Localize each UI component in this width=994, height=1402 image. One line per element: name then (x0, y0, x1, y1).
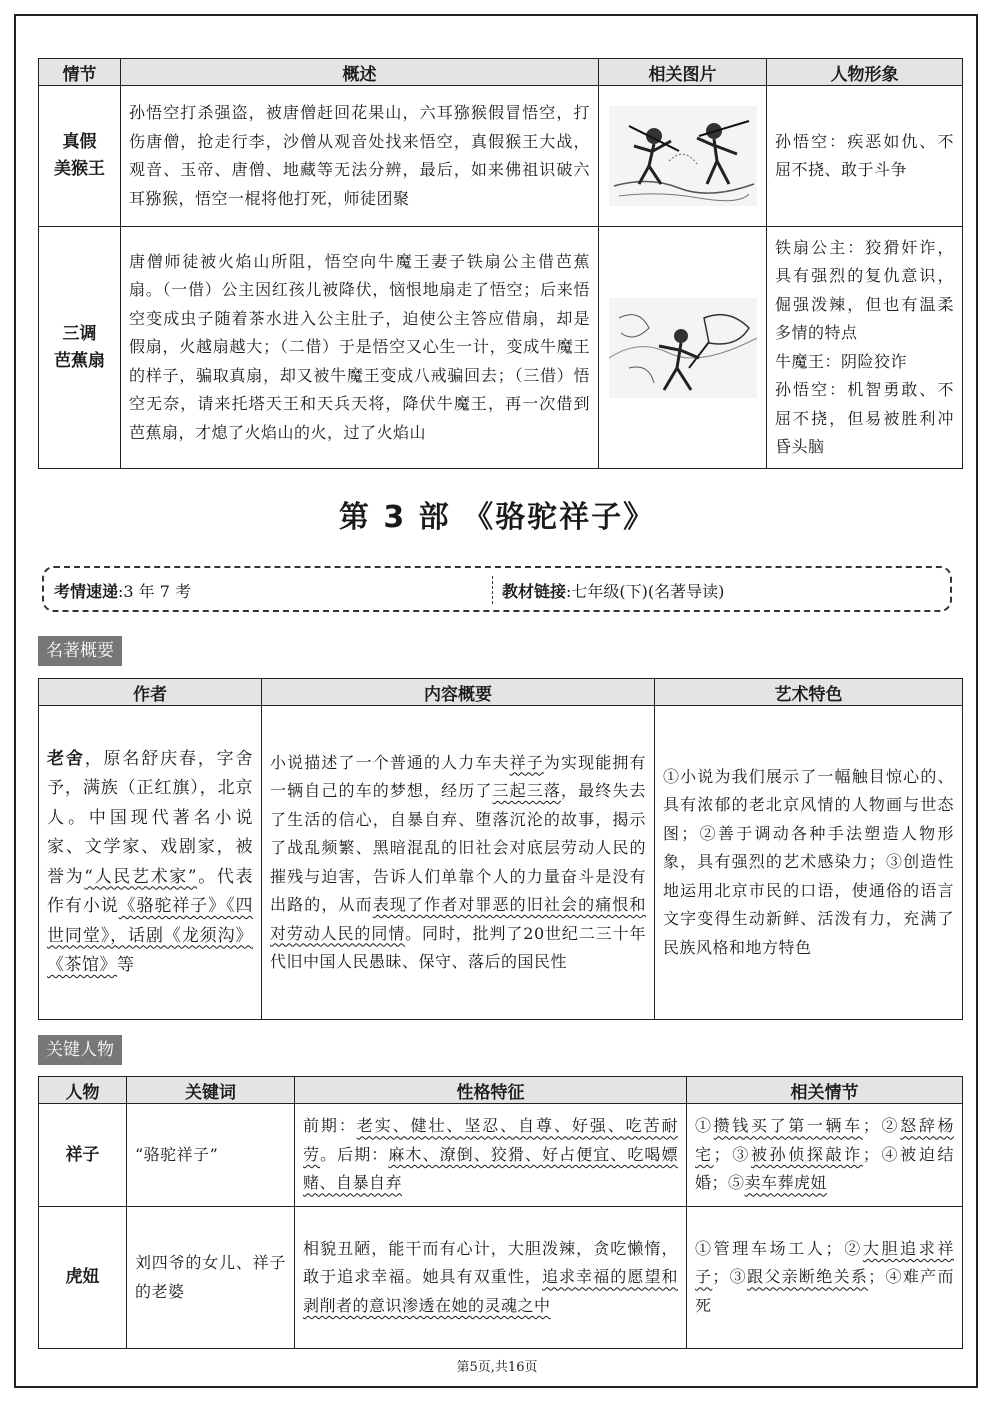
monkey-king-illustration (609, 106, 757, 206)
page-footer: 第5页,共16页 (456, 1360, 538, 1375)
exam-stats (54, 579, 191, 602)
plot-summary: 孙悟空打杀强盗，被唐僧赶回花果山，六耳猕猴假冒悟空，打伤唐僧，抢走行李，沙僧从观音处找来悟空，真假猴王大战，观音、玉帝、唐僧、地藏等无法分辨，最后，如来佛祖识破六耳猕猴，悟空一棍将他打死，师徒团聚 (121, 86, 599, 227)
character-keyword: 刘四爷的女儿、祥子的老婆 (127, 1207, 295, 1349)
plot-character: 孙悟空：疾恶如仇、不屈不挠、敢于斗争 (767, 86, 963, 227)
header-art: 艺术特色 (655, 679, 963, 706)
character-plots (687, 1104, 963, 1207)
info-divider (492, 576, 493, 604)
plot-table (38, 58, 963, 469)
header-summary: 概述 (121, 59, 599, 86)
trait-highlight: 追求幸福的愿望和剥削者的意识渗透在她的灵魂之中 (303, 1267, 678, 1315)
author-text: 。代表作有小说 (47, 866, 254, 916)
table-row (39, 1104, 963, 1207)
plot-picture (599, 227, 767, 469)
header-plots: 相关情节 (687, 1077, 963, 1104)
plot-character: 铁扇公主：狡猾奸诈，具有强烈的复仇意识，倔强泼辣，但也有温柔多情的特点 牛魔王：阴险狡诈 孙悟空：机智勇敢、不屈不挠，但易被胜利冲昏头脑 (767, 227, 963, 469)
characters-tag: 关键人物 (38, 1035, 122, 1065)
characters-header (39, 1077, 963, 1104)
table-row (39, 227, 963, 469)
textbook-link (502, 579, 724, 602)
header-plot: 情节 (39, 59, 121, 86)
character-traits (295, 1104, 687, 1207)
header-author: 作者 (39, 679, 262, 706)
trait-text: 相貌丑陋，能干而有心计，大胆泼辣，贪吃懒惰，敢于追求幸福。她具有双重性， (303, 1238, 678, 1287)
plot-title: 真假 美猴王 (39, 86, 121, 227)
content-highlight: 三起三落 (492, 781, 561, 800)
header-person: 人物 (39, 1077, 127, 1104)
table-row (39, 706, 963, 1020)
plot-text: ；② (862, 1116, 901, 1136)
overview-tag: 名著概要 (38, 636, 122, 666)
plot-text: ；③ (713, 1144, 751, 1164)
plot-text: ；④难产而死 (695, 1267, 954, 1315)
plot-text: ①管理车场工人；② (695, 1238, 863, 1258)
character-keyword: “骆驼祥子” (127, 1104, 295, 1207)
plot-highlight: 被孙侦探敲诈 (750, 1144, 863, 1164)
table-row (39, 1207, 963, 1349)
trait-highlight: 麻木、潦倒、狡猾、好占便宜、吃喝嫖赌、自暴自弃 (303, 1144, 678, 1193)
art-cell: ①小说为我们展示了一幅触目惊心的、具有浓郁的老北京风情的人物画与世态图；②善于调动各种手法塑造人物形象，具有强烈的艺术感染力；③创造性地运用北京市民的口语，使通俗的语言文字变得生动新鲜、活泼有力，充满了民族风格和地方特色 (655, 706, 963, 1020)
content-text: ，最终失去了生活的信心，自暴自弃、堕落沉沦的故事，揭示了战乱频繁、黑暗混乱的旧社会对底层劳动人民的摧残与迫害，告诉人们单靠个人的力量奋斗是没有出路的，从而 (270, 781, 646, 914)
trait-text: 。后期： (320, 1144, 389, 1164)
content-text: 。同时，批判了20世纪二三十年代旧中国人民愚昧、保守、落后的国民性 (270, 923, 646, 971)
header-traits: 性格特征 (295, 1077, 687, 1104)
characters-table (38, 1076, 963, 1349)
header-content: 内容概要 (262, 679, 655, 706)
plot-highlight: 跟父亲断绝关系 (746, 1267, 869, 1287)
content-name: 祥子 (509, 752, 544, 772)
exam-info-box (42, 566, 952, 612)
overview-table (38, 678, 963, 1020)
link-label: 教材链接 (502, 582, 567, 601)
content-text: 为实现能拥有一辆自己的车的梦想，经历了 (270, 752, 646, 800)
trait-text: 前期： (303, 1116, 357, 1136)
plot-text: ；④被迫结婚；⑤ (695, 1144, 954, 1193)
plot-text: ；③ (712, 1267, 747, 1287)
author-cell (39, 706, 262, 1020)
content-cell (262, 706, 655, 1020)
character-plots (687, 1207, 963, 1349)
author-name: 老舍 (47, 748, 85, 769)
character-name: 祥子 (39, 1104, 127, 1207)
plot-highlight: 怒辞杨宅 (695, 1116, 954, 1164)
header-character: 人物形象 (767, 59, 963, 86)
author-works: 《骆驼祥子》《四世同堂》，话剧《龙须沟》《茶馆》 (47, 896, 254, 975)
palm-fan-illustration (609, 298, 757, 398)
plot-title: 三调 芭蕉扇 (39, 227, 121, 469)
character-traits (295, 1207, 687, 1349)
table-row (39, 86, 963, 227)
exam-value: :3 年 7 考 (118, 582, 192, 601)
author-text: 等 (117, 955, 135, 975)
header-picture: 相关图片 (599, 59, 767, 86)
plot-highlight: 卖车葬虎妞 (744, 1173, 828, 1193)
plot-highlight: 大胆追求祥子 (695, 1238, 954, 1287)
trait-highlight: 老实、健壮、坚忍、自尊、好强、吃苦耐劳 (303, 1116, 678, 1164)
author-title: “人民艺术家” (84, 866, 198, 887)
plot-highlight: 攒钱买了第一辆车 (713, 1116, 863, 1136)
plot-summary: 唐僧师徒被火焰山所阻，悟空向牛魔王妻子铁扇公主借芭蕉扇。（一借）公主因红孩儿被降伏，恼恨地扇走了悟空；后来悟空变成虫子随着茶水进入公主肚子，迫使公主答应借扇，却是假扇，火越扇越大；（二借）于是悟空又心生一计，变成牛魔王的样子，骗取真扇，却又被牛魔王变成八戒骗回去；（三借）悟空无奈，请来托塔天王和天兵天将，降伏牛魔王，再一次借到芭蕉扇，才熄了火焰山的火，过了火焰山 (121, 227, 599, 469)
character-name: 虎妞 (39, 1207, 127, 1349)
author-text: ，原名舒庆春，字舍予，满族（正红旗），北京人。中国现代著名小说家、文学家、戏剧家，被誉为 (47, 748, 254, 887)
content-text: 小说描述了一个普通的人力车夫 (270, 752, 510, 772)
plot-picture (599, 86, 767, 227)
exam-label: 考情速递 (54, 582, 119, 601)
link-value: :七年级(下)(名著导读) (566, 582, 725, 601)
plot-text: ① (695, 1116, 714, 1136)
overview-header (39, 679, 963, 706)
header-keyword: 关键词 (127, 1077, 295, 1104)
section-title: 第 3 部 《骆驼祥子》 (338, 500, 656, 535)
content-highlight: 表现了作者对罪恶的旧社会的痛恨和对劳动人民的同情 (270, 895, 646, 943)
plot-table-header (39, 59, 963, 86)
